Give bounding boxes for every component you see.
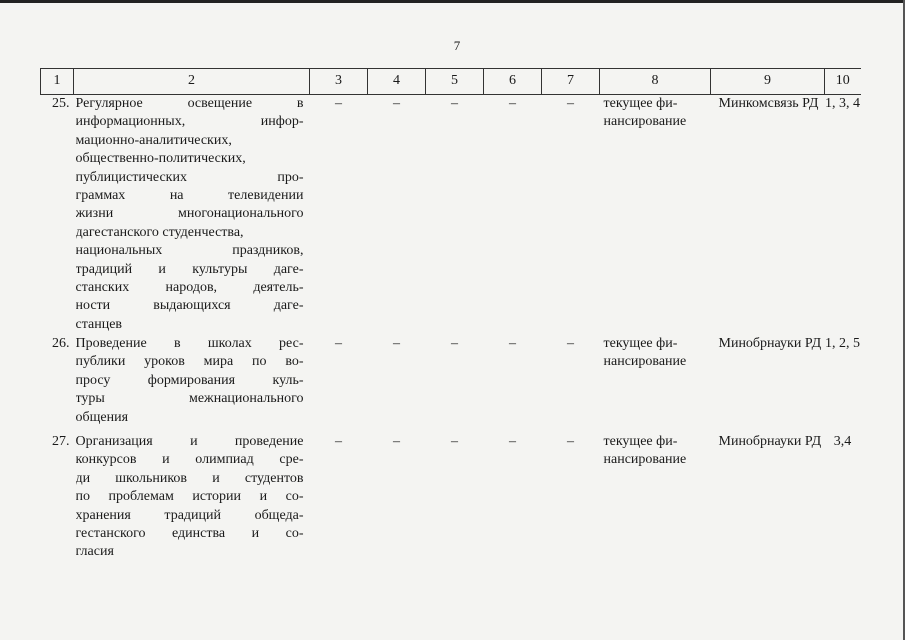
column-4-value: – (393, 434, 400, 449)
measure-line: просу формирования куль- (75, 372, 304, 388)
scan-top-edge (0, 0, 905, 3)
financing-line: текущее фи- (603, 434, 678, 449)
financing-line: нансирование (603, 452, 687, 468)
measure-line: публики уроков мира по во- (75, 354, 304, 370)
measure-line: информационных, инфор- (75, 114, 304, 130)
column-header-6: 6 (484, 69, 542, 95)
column-header-10: 10 (825, 69, 861, 95)
row-number: 26. (52, 336, 70, 351)
measure-line: Регулярное освещение в (75, 96, 304, 111)
column-header-2: 2 (74, 69, 310, 95)
financing-line: текущее фи- (603, 96, 678, 111)
column-5-value: – (451, 96, 458, 111)
column-number-header-row (41, 69, 861, 95)
measure-line: туры межнационального (75, 391, 304, 407)
measure-line: станских народов, деятель- (75, 279, 304, 295)
column-header-8: 8 (600, 69, 711, 95)
column-header-9: 9 (711, 69, 825, 95)
measure-line: ди школьников и студентов (75, 470, 304, 486)
column-header-7: 7 (542, 69, 600, 95)
column-header-3: 3 (310, 69, 368, 95)
measure-line: хранения традиций общеда- (75, 507, 304, 523)
financing-source (600, 335, 711, 433)
column-3-value: – (335, 336, 342, 351)
table-row (41, 335, 861, 433)
financing-line: нансирование (603, 354, 687, 370)
program-measures-table (40, 68, 861, 563)
column-3-value: – (335, 434, 342, 449)
measure-description (74, 335, 310, 433)
table-row (41, 433, 861, 563)
measure-line: жизни многонационального (75, 206, 304, 222)
column-6-value: – (509, 96, 516, 111)
row-number: 27. (52, 434, 70, 449)
column-6-value: – (509, 336, 516, 351)
column-7-value: – (567, 336, 574, 351)
executor: Минобрнауки РД (718, 434, 822, 449)
task-numbers: 1, 3, 4 (825, 96, 860, 111)
executor: Минкомсвязь РД (718, 96, 819, 111)
column-5-value: – (451, 336, 458, 351)
measure-line: конкурсов и олимпиад сре- (75, 452, 304, 468)
column-5-value: – (451, 434, 458, 449)
page-number: 7 (453, 38, 461, 53)
measure-line: традиций и культуры даге- (75, 261, 304, 277)
measure-line: Проведение в школах рес- (75, 336, 304, 351)
task-numbers: 3,4 (833, 434, 852, 449)
measure-line: по проблемам истории и со- (75, 489, 304, 505)
column-3-value: – (335, 96, 342, 111)
measure-line: мационно-аналитических, (75, 132, 232, 148)
column-7-value: – (567, 434, 574, 449)
measure-line: гестанского единства и со- (75, 525, 304, 541)
measure-description (74, 95, 310, 336)
task-numbers: 1, 2, 5 (825, 336, 860, 351)
column-7-value: – (567, 96, 574, 111)
financing-line: текущее фи- (603, 336, 678, 351)
measure-line: публицистических про- (75, 169, 304, 185)
measure-line: граммах на телевидении (75, 187, 304, 203)
measure-line: станцев (75, 316, 123, 332)
measure-description (74, 433, 310, 563)
executor: Минобрнауки РД (718, 336, 822, 351)
column-6-value: – (509, 434, 516, 449)
column-header-1: 1 (41, 69, 74, 95)
column-header-5: 5 (426, 69, 484, 95)
measure-line: общения (75, 409, 129, 425)
table-row (41, 95, 861, 336)
row-number: 25. (52, 96, 70, 111)
column-4-value: – (393, 96, 400, 111)
measure-line: ности выдающихся даге- (75, 298, 304, 314)
measure-line: Организация и проведение (75, 434, 304, 449)
financing-line: нансирование (603, 114, 687, 130)
measure-line: гласия (75, 544, 114, 560)
measure-line: общественно-политических, (75, 151, 246, 167)
measure-line: дагестанского студенчества, (75, 224, 244, 240)
column-header-4: 4 (368, 69, 426, 95)
column-4-value: – (393, 336, 400, 351)
financing-source (600, 433, 711, 563)
measure-line: национальных праздников, (75, 243, 304, 259)
financing-source (600, 95, 711, 336)
